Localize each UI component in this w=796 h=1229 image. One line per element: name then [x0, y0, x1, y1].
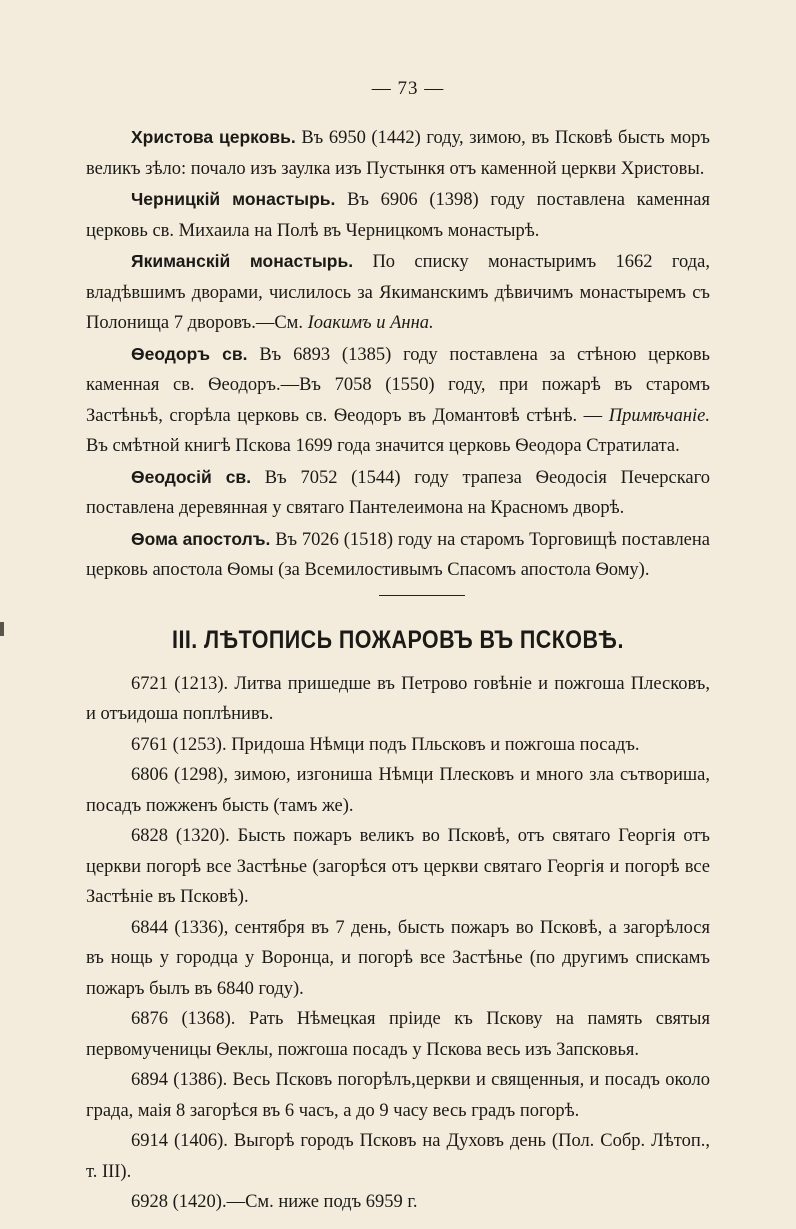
entry-text: Въ 6906 (1398) году поставлена каменная церковь св. Михаила на Полѣ въ Черницкомъ монастырѣ.	[86, 190, 711, 241]
entry	[86, 524, 710, 586]
chronicle-item: 6761 (1253). Придоша Нѣмци подъ Пльсковъ и пожгоша посадъ.	[131, 734, 640, 755]
entry-text-continued: Въ смѣтной книгѣ Пскова 1699 года значится церковь Ѳеодора Стратилата.	[86, 436, 680, 456]
page-number: — 73 —	[371, 78, 445, 99]
entry-text: По списку монастыримъ 1662 года, владѣвшимъ дворами, числилось за Якиманскимъ дѣвичимъ монастыремъ съ Полонища 7 дворовъ.—См.	[86, 252, 710, 333]
entry-heading: Ѳеодоръ св.	[131, 343, 248, 364]
entry-heading: Христова церковь.	[131, 127, 296, 147]
entry-text: Въ 6950 (1442) году, зимою, въ Псковѣ бысть моръ великъ зѣло: почало изъ заулка изъ Пустынкя отъ каменной церкви Христовы.	[86, 128, 710, 179]
chronicle-item: 6828 (1320). Бысть пожаръ великъ во Псковѣ, отъ святаго Георгія отъ церкви погорѣ все Застѣнье (загорѣся отъ церкви святаго Георгія и погорѣ все Застѣніе въ Псковѣ).	[86, 826, 710, 907]
entry	[86, 122, 710, 184]
entry-text: Въ 7052 (1544) году трапеза Ѳеодосія Печерскаго поставлена деревянная у святаго Пантелеимона на Красномъ дворѣ.	[86, 467, 710, 518]
entry-italic-note: Примѣчаніе.	[608, 405, 710, 426]
entry-text: Въ 6893 (1385) году поставлена за стѣною церковь каменная св. Ѳеодоръ.—Въ 7058 (1550) году, при пожарѣ въ старомъ Застѣньѣ, сгорѣла церковь св. Ѳеодоръ въ Домантовѣ стѣнѣ. —	[86, 344, 710, 426]
chronicle-item: 6806 (1298), зимою, изгониша Нѣмци Плесковъ и много зла сътвориша, посадъ пожженъ бысть (тамъ же).	[86, 765, 710, 816]
entry	[86, 184, 710, 246]
chronicle-list	[86, 669, 710, 1218]
entry-text: Въ 7026 (1518) году на старомъ Торговищѣ поставлена церковь апостола Ѳомы (за Всемилостивымъ Спасомъ апостола Ѳому).	[86, 529, 710, 580]
section-title: III. ЛѢТОПИСЬ ПОЖАРОВЪ ВЪ ПСКОВѢ.	[172, 625, 624, 654]
entry	[86, 462, 710, 524]
entry-heading: Черницкій монастырь.	[131, 189, 336, 209]
chronicle-item: 6721 (1213). Литва пришедше въ Петрово говѣніе и пожгоша Плесковъ, и отъидоша поплѣнивъ.	[86, 673, 710, 724]
chronicle-item: 6876 (1368). Рать Нѣмецкая пріиде къ Пскову на память святыя первомученицы Ѳеклы, пожгоша посадъ у Пскова весь изъ Запсковья.	[86, 1009, 710, 1060]
margin-mark	[0, 622, 4, 636]
chronicle-item: 6914 (1406). Выгорѣ городъ Псковъ на Духовъ день (Пол. Собр. Лѣтоп., т. III).	[86, 1131, 710, 1182]
entry-italic-reference: Іоакимъ и Анна.	[307, 313, 434, 333]
entry-heading: Ѳома апостолъ.	[131, 528, 271, 549]
entry	[86, 246, 710, 339]
section-divider	[379, 595, 465, 596]
chronicle-item: 6844 (1336), сентября въ 7 день, бысть пожаръ во Псковѣ, а загорѣлося въ нощь у городца у Воронца, и погорѣ все Застѣнье (по другимъ спискамъ пожаръ былъ въ 6840 году).	[86, 917, 710, 999]
entries-list	[86, 122, 710, 586]
entry-heading: Ѳеодосій св.	[131, 466, 252, 487]
chronicle-item: 6928 (1420).—См. ниже подъ 6959 г.	[131, 1192, 418, 1212]
chronicle-item: 6894 (1386). Весь Псковъ погорѣлъ,церкви и священныя, и посадъ около града, маія 8 загорѣся въ 6 часъ, а до 9 часу весь градъ погорѣ.	[86, 1070, 710, 1121]
entry-heading: Якиманскій монастырь.	[131, 251, 354, 271]
entry	[86, 339, 710, 462]
